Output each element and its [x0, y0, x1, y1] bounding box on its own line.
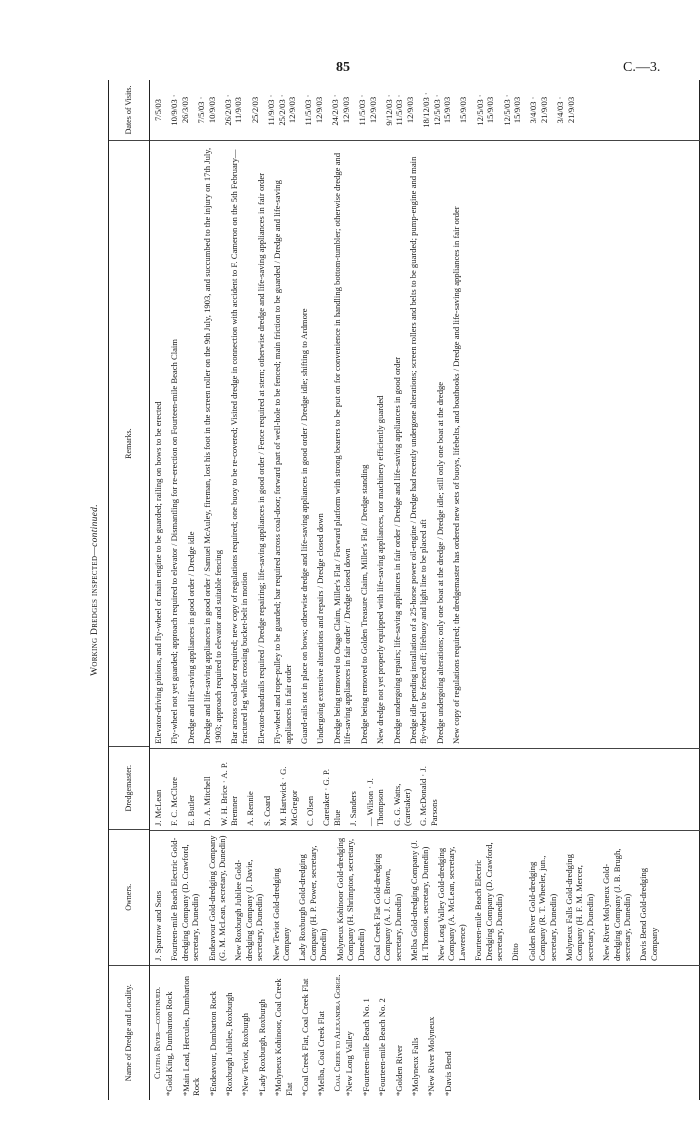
- cell-dates: 26/2/03 · 11/9/03: [223, 94, 244, 126]
- cell-name: *Fourteen-mile Beach No. 2: [377, 998, 388, 1096]
- cell-owners: Lady Roxburgh Gold-dredging Company (H. P. Power, secretary, Dunedin): [297, 845, 329, 961]
- section-heading: Coal Creek to Alexandra Gorge.: [332, 974, 342, 1092]
- cell-dates: 3/4/03 · 21/9/03: [555, 96, 576, 124]
- cell-dredgemaster: C. Olsen: [305, 795, 316, 826]
- cell-dredgemaster: D. A. Mitchell: [202, 776, 213, 826]
- cell-dates: 11/5/03 · 12/9/03: [303, 94, 324, 126]
- page-number: 85: [336, 60, 350, 75]
- cell-dates: 12/5/03 · 15/9/03: [501, 94, 522, 126]
- cell-dredgemaster: S. Coard: [261, 795, 272, 826]
- cell-remarks: Bar across coal-door required; new copy of regulations required; one buoy to be re-covered; Visited dredge in connection with accident to F. Cameron on the 5th February—fractured leg while crossing bucket-belt in motion: [229, 149, 250, 744]
- cell-owners: New Teviot Gold-dredging Company: [270, 868, 292, 961]
- cell-dates: 15/9/03: [458, 96, 469, 124]
- table-body: [150, 80, 700, 1100]
- rotated-table-block: [90, 80, 700, 1100]
- cell-dredgemaster: W. H. Brice · A. P. Bremner: [218, 762, 240, 826]
- cell-name: *Gold King, Dumbarton Rock: [164, 991, 175, 1096]
- cell-owners: New Roxburgh Jubilee Gold-dredging Company (J. Davie, secretary, Dunedin): [233, 859, 265, 961]
- cell-owners: Melba Gold-dredging Company (J. H. Thomson, secretary, Dunedin): [409, 840, 430, 961]
- column-remarks: [150, 140, 700, 748]
- cell-owners: Davis Bend Gold-dredging Company: [638, 867, 659, 961]
- cell-owners: Endeavour Gold-dredging Company (G. M. McLean, secretary, Dunedin): [206, 835, 228, 961]
- column-dates: [150, 80, 700, 140]
- cell-remarks: Fly-wheel not yet guarded; approach required to elevator / Dismantling for re-erection on Fourteen-mile Beach Claim: [169, 339, 180, 744]
- cell-dredgemaster: G. G. Watts, (caretaker): [391, 783, 412, 826]
- table-header: [109, 80, 150, 1100]
- cell-dates: 7/5/03: [153, 99, 163, 121]
- dredges-table: [108, 80, 700, 1100]
- cell-owners: New River Molyneux Gold-dredging Company (J. B. Brugh, secretary, Dunedin): [601, 848, 633, 961]
- cell-name: *Melba, Coal Creek Flat: [316, 1011, 327, 1096]
- column-name: [150, 965, 700, 1100]
- cell-owners: Fourteen-mile Beach Electric Gold-dredging Company (D. Crawford, secretary, Dunedin): [169, 837, 201, 961]
- cell-remarks: Dredge and life-saving appliances in good order / Dredge idle: [185, 531, 196, 744]
- cell-remarks: Elevator-handrails required / Dredge repairing; life-saving appliances in good order / Fence required at stern; otherwise dredge and life-saving appliances in fair order: [255, 172, 266, 744]
- cell-dates: 7/5/03 · 10/9/03: [196, 96, 217, 124]
- cell-owners: Coal Creek Flat Gold-dredging Company (A. J. C. Brown, secretary, Dunedin): [371, 853, 403, 961]
- cell-name: *Endeavour, Dumbarton Rock: [207, 991, 218, 1096]
- cell-owners: New Long Valley Gold-dredging Company (A. McLean, secretary, Lawrence): [435, 846, 467, 961]
- cell-remarks: Dredge undergoing alterations; only one boat at the dredge / Dredge idle; still only one boat at the dredge: [434, 381, 445, 744]
- cell-remarks: Dredge being removed to Golden Treasure Claim, Miller's Flat / Dredge standing: [358, 464, 369, 744]
- header-dates: Dates of Visits.: [123, 85, 133, 135]
- cell-dates: 3/4/03 · 21/9/03: [528, 96, 549, 124]
- cell-dates: 10/9/03 · 26/3/03: [169, 94, 190, 126]
- cell-owners: Golden River Gold-dredging Company (R. T. Wheeler, jun., secretary, Dunedin): [526, 855, 558, 961]
- cell-remarks: New copy of regulations required; the dredgemaster has ordered new sets of buoys, lifebelts, and boathooks / Dredge and life-saving appliances in fair order: [451, 206, 462, 744]
- cell-name: *New Teviot, Roxburgh: [240, 1013, 251, 1096]
- cell-owners: J. Sparrow and Sons: [153, 890, 163, 961]
- header-owners: Owners.: [109, 829, 149, 964]
- cell-dates: 12/5/03 · 15/9/03: [474, 94, 496, 126]
- cell-dredgemaster: E. Butler: [185, 794, 196, 826]
- cell-name: *Main Lead, Hercules, Dumbarton Rock: [180, 975, 202, 1096]
- cell-name: *Molyneux Kohinoor, Coal Creek Flat: [273, 978, 294, 1096]
- cell-owners: Ditto: [510, 943, 521, 961]
- cell-dates: 25/2/03: [249, 96, 260, 124]
- column-dredgemaster: [150, 748, 700, 830]
- cell-dredgemaster: F. C. McClure: [169, 777, 180, 826]
- cell-dredgemaster: G. McDonald · J. Parsons: [418, 766, 439, 826]
- cell-remarks: Fly-wheel and rope-pulley to be guarded; bar required across coal-door; forward part of well-hole to be fenced; main friction to be guarded / Dredge and life-saving appliances in fair order: [272, 180, 293, 744]
- cell-dredgemaster: Caretaker · G. P. Blue: [321, 768, 342, 826]
- cell-dredgemaster: — Wilson · J. Thompson: [364, 778, 386, 826]
- cell-remarks: Dredge and life-saving appliances in good order / Samuel McAuley, fireman, lost his foot in the screen roller on the 9th July, 1903, and succumbed to the injury on 17th July, 1903; approach required to elevator and suitable fencing: [202, 147, 223, 744]
- cell-dredgemaster: M. Hartwick · G. McGregor: [278, 766, 299, 826]
- cell-dates: 18/12/03 · 12/5/03 · 15/9/03: [421, 92, 452, 128]
- cell-owners: Molyneux Falls Gold-dredging Company (H. F. M. Mercer, secretary, Dunedin): [564, 854, 595, 961]
- cell-owners: Fourteen-mile Beach Electric Dredging Company (D. Crawford, secretary, Dunedin): [473, 842, 504, 961]
- cell-remarks: Elevator-driving pinions, and fly-wheel of main engine to be guarded; railing on bows to be erected: [153, 401, 163, 744]
- cell-remarks: Dredge idle pending installation of a 25-horse power oil-engine / Dredge had recently undergone alterations; screen rollers and belts to be guarded; pump-engine and main fly-wheel to be fenced off; lifebuoy and light line to be placed aft: [407, 156, 429, 744]
- cell-dredgemaster: J. McLean: [153, 789, 163, 826]
- cell-remarks: Dredge undergoing repairs; life-saving appliances in fair order / Dredge and life-saving appliances in good order: [391, 356, 402, 744]
- cell-dredgemaster: J. Sanders: [348, 791, 359, 826]
- cell-dates: 24/2/03 · 12/9/03: [330, 94, 351, 126]
- page-code: C.—3.: [623, 60, 661, 75]
- cell-remarks: Guard-rails not in place on bows; otherwise dredge and life-saving appliances in good order / Dredge idle; shifting to Ardmore: [299, 308, 310, 744]
- cell-name: *Davis Bend: [442, 1051, 453, 1096]
- cell-name: *Lady Roxburgh, Roxburgh: [256, 999, 267, 1096]
- header-remarks: Remarks.: [109, 140, 149, 747]
- cell-name: *Roxburgh Jubilee, Roxburgh: [224, 992, 235, 1096]
- cell-dates: 11/9/03 · 25/2/03 · 12/9/03: [266, 94, 298, 126]
- cell-name: *New River Molyneux: [426, 1016, 437, 1096]
- cell-name: *Golden River: [393, 1045, 404, 1096]
- cell-remarks: Undergoing extensive alterations and repairs / Dredge closed down: [315, 513, 326, 744]
- cell-remarks: New dredge not yet properly equipped with life-saving appliances, nor machinery efficiently guarded: [375, 395, 386, 744]
- cell-name: *Coal Creek Flat, Coal Creek Flat: [300, 978, 311, 1096]
- header-name: Name of Dredge and Locality.: [109, 965, 149, 1100]
- table-title: [90, 80, 106, 1100]
- cell-name: *Fourteen-mile Beach No. 1: [360, 998, 371, 1096]
- cell-dredgemaster: A. Rennie: [245, 791, 256, 826]
- cell-dates: 11/5/03 · 12/9/03: [357, 94, 378, 126]
- header-dredgemaster: Dredgemaster.: [109, 746, 149, 829]
- cell-name: *New Long Valley: [344, 1031, 355, 1096]
- cell-name: *Molyneux Falls: [409, 1037, 420, 1096]
- cell-dates: 9/12/03 · 11/5/03 · 12/9/03: [383, 94, 415, 126]
- cell-remarks: Dredge being removed to Otago Claim, Miller's Flat / Forward platform with strong bearers to be put on for convenience in handling bottom-tumbler; otherwise dredge and life-saving appliances in fair order / Dredge closed down: [331, 152, 353, 744]
- cell-owners: Molyneux Kohinoor Gold-dredging Company (H. Shrimpton, secretary, Dunedin): [334, 837, 366, 961]
- table-title-main: Working Dredges inspected: [90, 555, 100, 676]
- section-heading: Clutha River—continued.: [153, 987, 162, 1079]
- column-owners: [150, 830, 700, 965]
- table-title-suffix: —continued.: [90, 504, 100, 556]
